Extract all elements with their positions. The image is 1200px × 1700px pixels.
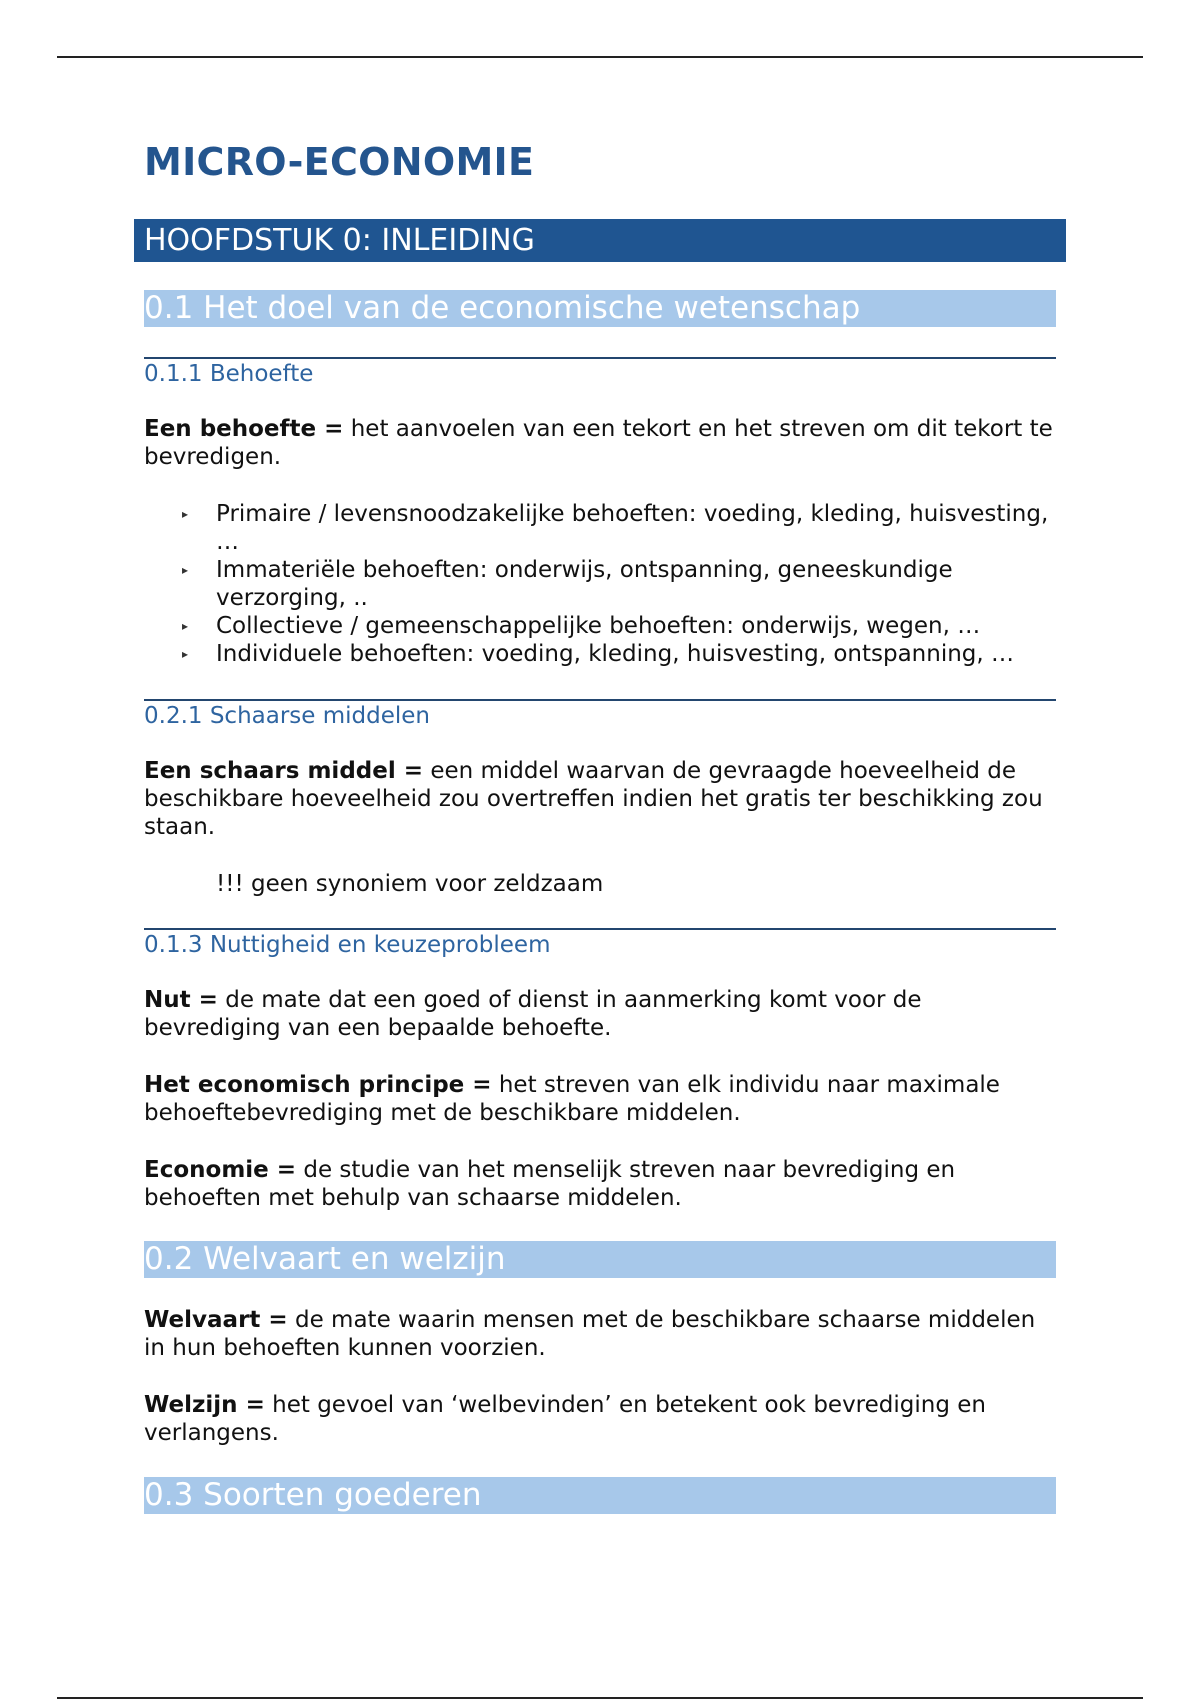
definition-text: een middel waarvan de gevraagde hoeveelheid de beschikbare hoeveelheid zou overtreffen indien het gratis ter beschikking zou staan. — [144, 758, 1043, 840]
triangle-bullet-icon: ▸ — [182, 619, 189, 633]
subsection-heading-behoefte: 0.1.1 Behoefte — [144, 357, 1056, 387]
definition-term: Nut = — [144, 987, 218, 1013]
definition-term: Welzijn = — [144, 1392, 265, 1418]
chapter-heading: HOOFDSTUK 0: INLEIDING — [134, 219, 1066, 262]
triangle-bullet-icon: ▸ — [182, 507, 189, 521]
definition-text: het aanvoelen van een tekort en het streven om dit tekort te bevredigen. — [144, 416, 1053, 470]
definition-text: het streven van elk individu naar maximale behoeftebevrediging met de beschikbare middelen. — [144, 1072, 1000, 1126]
list-item-text: Immateriële behoeften: onderwijs, ontspanning, geneeskundige verzorging, .. — [216, 557, 953, 611]
definition-welzijn — [144, 1391, 1056, 1447]
definition-behoefte — [144, 415, 1056, 471]
list-item — [144, 500, 1056, 556]
triangle-bullet-icon: ▸ — [182, 563, 189, 577]
definition-term: Economie = — [144, 1157, 297, 1183]
list-item-text: Primaire / levensnoodzakelijke behoeften: voeding, kleding, huisvesting, … — [216, 501, 1049, 555]
subsection-heading-schaarse-middelen: 0.2.1 Schaarse middelen — [144, 699, 1056, 729]
definition-nut — [144, 986, 1056, 1042]
definition-economisch-principe — [144, 1071, 1056, 1127]
page-bottom-rule — [57, 1697, 1143, 1699]
section-heading-0-2: 0.2 Welvaart en welzijn — [144, 1241, 1056, 1278]
behoefte-list — [144, 500, 1056, 668]
section-heading-0-3: 0.3 Soorten goederen — [144, 1477, 1056, 1514]
definition-text: het gevoel van ‘welbevinden’ en betekent ook bevrediging en verlangens. — [144, 1392, 986, 1446]
definition-term: Een schaars middel = — [144, 758, 424, 784]
list-item-text: Individuele behoeften: voeding, kleding, huisvesting, ontspanning, … — [216, 641, 1015, 667]
list-item-text: Collectieve / gemeenschappelijke behoeften: onderwijs, wegen, … — [216, 613, 981, 639]
definition-economie — [144, 1156, 1056, 1212]
note-text: !!! geen synoniem voor zeldzaam — [216, 871, 604, 897]
definition-text: de studie van het menselijk streven naar bevrediging en behoeften met behulp van schaarse middelen. — [144, 1157, 956, 1211]
definition-term: Een behoefte = — [144, 416, 344, 442]
list-item — [144, 556, 1056, 612]
list-item — [144, 612, 1056, 640]
definition-text: de mate dat een goed of dienst in aanmerking komt voor de bevrediging van een bepaalde behoefte. — [144, 987, 922, 1041]
definition-term: Welvaart = — [144, 1307, 288, 1333]
definition-schaars-middel — [144, 757, 1056, 841]
definition-term: Het economisch principe = — [144, 1072, 492, 1098]
list-item — [144, 640, 1056, 668]
page-top-rule — [57, 56, 1143, 58]
definition-welvaart — [144, 1306, 1056, 1362]
definition-text: de mate waarin mensen met de beschikbare schaarse middelen in hun behoeften kunnen voorzien. — [144, 1307, 1036, 1361]
section-heading-0-1: 0.1 Het doel van de economische wetenschap — [144, 290, 1056, 327]
triangle-bullet-icon: ▸ — [182, 647, 189, 661]
subsection-heading-nuttigheid: 0.1.3 Nuttigheid en keuzeprobleem — [144, 928, 1056, 958]
document-title: MICRO-ECONOMIE — [144, 140, 535, 184]
